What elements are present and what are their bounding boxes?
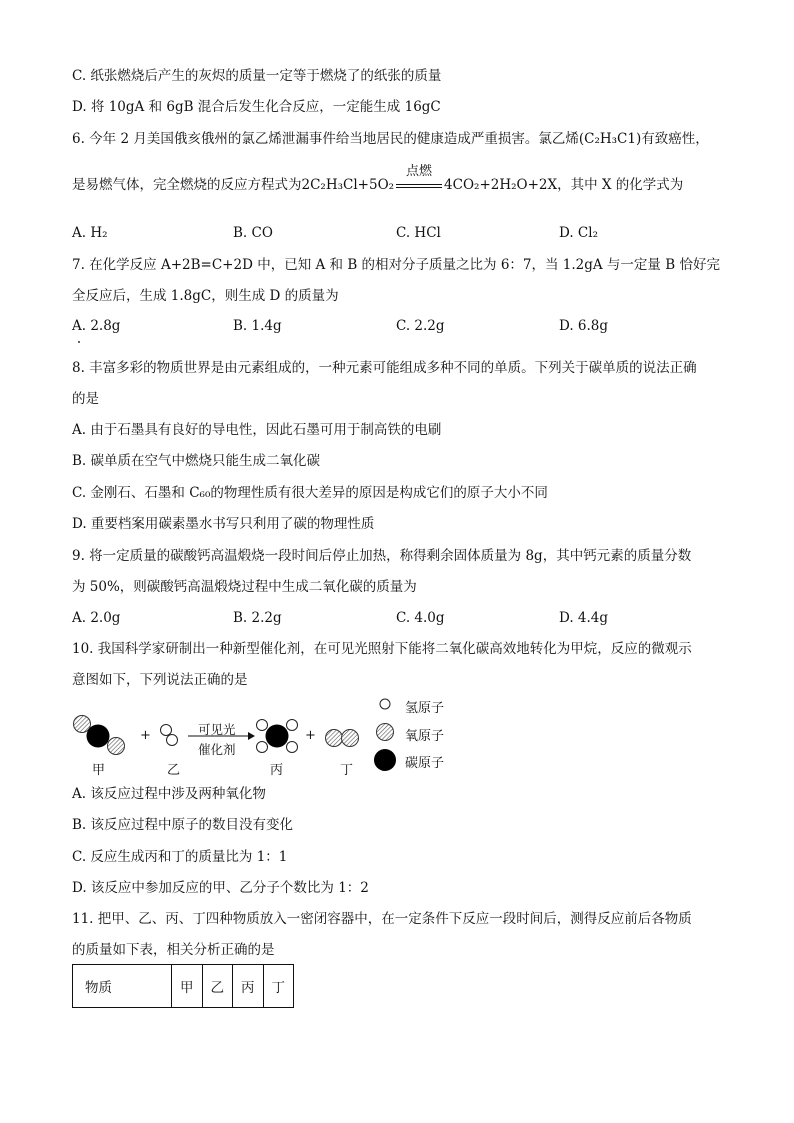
q6-pre-text: 是易燃气体，完全燃烧的反应方程式为 <box>72 177 302 193</box>
q6-option-d: D. Cl₂ <box>559 225 598 241</box>
table-header-cell: 丁 <box>263 965 294 1008</box>
q8-option-c: C. 金刚石、石墨和 C₆₀的物理性质有很大差异的原因是构成它们的原子大小不同 <box>72 485 548 501</box>
q9-option-d: D. 4.4g <box>559 610 609 626</box>
molecule-bing-ch4 <box>257 720 298 753</box>
legend-o-label: 氧原子 <box>405 729 445 744</box>
q9-stem-line2: 为 50%，则碳酸钙高温煅烧过程中生成二氧化碳的质量为 <box>72 579 417 595</box>
q10-stem-line2: 意图如下，下列说法正确的是 <box>72 672 248 688</box>
q10-option-d: D. 该反应中参加反应的甲、乙分子个数比为 1：2 <box>72 880 369 896</box>
q6-option-c: C. HCl <box>396 225 441 241</box>
reaction-condition: 点燃 <box>406 163 433 179</box>
q8-stem-line2: 的是 <box>72 391 99 407</box>
mass-table <box>72 964 294 1008</box>
legend-c-label: 碳原子 <box>405 756 445 771</box>
table-header-cell: 乙 <box>202 965 233 1008</box>
q8-option-d: D. 重要档案用碳素墨水书写只利用了碳的物理性质 <box>72 516 375 532</box>
arrow-label-catalyst: 催化剂 <box>198 742 236 757</box>
legend-c-swatch <box>374 749 396 771</box>
molecule-yi-h2 <box>161 725 178 746</box>
legend-h-label: 氢原子 <box>405 701 445 716</box>
table-header-row <box>73 965 294 1008</box>
q6-post-text: ，其中 X 的化学式为 <box>557 177 684 193</box>
q9-option-a: A. 2.0g <box>72 610 121 626</box>
q10-option-b: B. 该反应过程中原子的数目没有变化 <box>72 817 294 833</box>
q10-option-a: A. 该反应过程中涉及两种氧化物 <box>72 786 266 802</box>
legend-h-swatch <box>380 699 390 709</box>
q9-option-c: C. 4.0g <box>396 610 445 626</box>
q8-option-b: B. 碳单质在空气中燃烧只能生成二氧化碳 <box>72 453 321 469</box>
q7-option-a: A. 2.8g <box>72 318 121 334</box>
q8-option-a: A. 由于石墨具有良好的导电性，因此石墨可用于制高铁的电刷 <box>72 422 442 438</box>
molecule-jia-co2 <box>74 716 125 755</box>
arrow-label-light: 可见光 <box>198 722 236 737</box>
q6-eq-left: 2C₂H₃Cl+5O₂ <box>301 177 395 193</box>
q6-option-a: A. H₂ <box>72 225 108 241</box>
option-c-text: C. 纸张燃烧后产生的灰烬的质量一定等于燃烧了的纸张的质量 <box>72 68 442 84</box>
q9-stem-line1: 9. 将一定质量的碳酸钙高温煅烧一段时间后停止加热，称得剩余固体质量为 8g，其中钙元素的质量分数 <box>72 548 692 564</box>
table-header-cell: 甲 <box>172 965 203 1008</box>
q7-option-d: D. 6.8g <box>559 318 609 334</box>
q7-stem-line2: 全反应后，生成 1.8gC，则生成 D 的质量为 <box>72 288 339 304</box>
q6-option-b: B. CO <box>233 225 273 241</box>
option-d-text: D. 将 10gA 和 6gB 混合后发生化合反应，一定能生成 16gC <box>72 99 441 115</box>
q6-stem-line1: 6. 今年 2 月美国俄亥俄州的氯乙烯泄漏事件给当地居民的健康造成严重损害。氯乙烯(C₂H₃C1)有致癌性， <box>72 131 709 147</box>
table-header-cell: 物质 <box>73 965 172 1008</box>
plus-sign-1: + <box>140 728 151 743</box>
q7-option-c: C. 2.2g <box>396 318 445 334</box>
label-ding: 丁 <box>340 763 354 778</box>
molecule-ding-o2 <box>326 730 359 747</box>
q11-stem-line2: 的质量如下表，相关分析正确的是 <box>72 942 275 958</box>
reaction-condition-sign <box>396 163 442 195</box>
label-yi: 乙 <box>167 763 181 778</box>
q9-option-b: B. 2.2g <box>233 610 282 626</box>
diagram-legend <box>374 699 396 771</box>
q8-stem-line1: 8. 丰富多彩的物质世界是由元素组成的，一种元素可能组成多种不同的单质。下列关于碳单质的说法正确 <box>72 360 697 376</box>
label-jia: 甲 <box>92 763 106 778</box>
q10-option-c: C. 反应生成丙和丁的质量比为 1：1 <box>72 849 288 865</box>
label-bing: 丙 <box>270 763 284 778</box>
q7-stem-line1: 7. 在化学反应 A+2B=C+2D 中，已知 A 和 B 的相对分子质量之比为 6：7，当 1.2gA 与一定量 B 恰好完 <box>72 257 720 273</box>
plus-sign-2: + <box>305 728 316 743</box>
q10-stem-line1: 10. 我国科学家研制出一种新型催化剂，在可见光照射下能将二氧化碳高效地转化为甲烷，反应的微观示 <box>72 641 692 657</box>
stray-dot <box>78 341 80 343</box>
q6-eq-right: 4CO₂+2H₂O+2X <box>444 177 558 193</box>
table-header-cell: 丙 <box>233 965 264 1008</box>
legend-o-swatch <box>377 724 394 741</box>
q6-stem-line2 <box>72 163 684 195</box>
q11-stem-line1: 11. 把甲、乙、丙、丁四种物质放入一密闭容器中，在一定条件下反应一段时间后，测得反应前后各物质 <box>72 911 692 927</box>
q7-option-b: B. 1.4g <box>233 318 282 334</box>
